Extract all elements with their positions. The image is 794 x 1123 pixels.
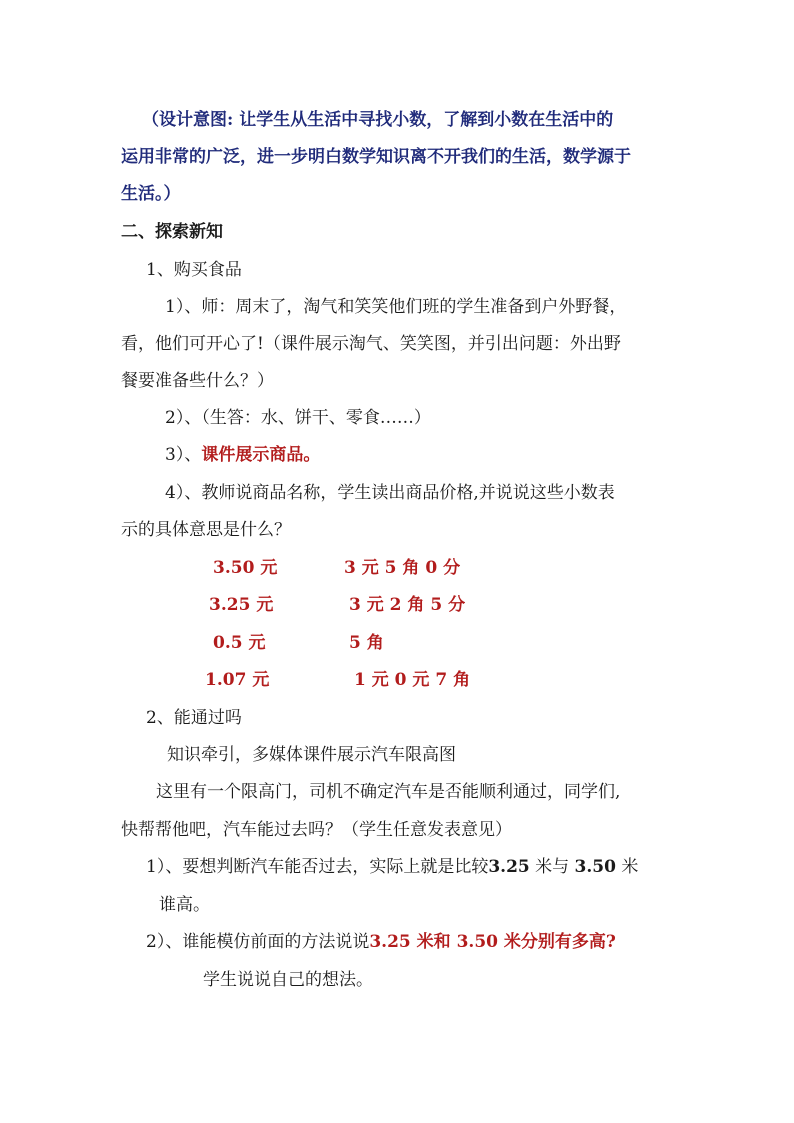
design-intent-line-1: （设计意图: 让学生从生活中寻找小数，了解到小数在生活中的 (142, 110, 614, 130)
question2 (146, 930, 616, 954)
design-intent-line-3: 生活。） (121, 184, 181, 204)
scene-line-2: 快帮帮他吧，汽车能过去吗？（学生任意发表意见） (121, 820, 512, 840)
design-intent-line-2: 运用非常的广泛，进一步明白数学知识离不开我们的生活，数学源于 (121, 147, 631, 167)
step1-line-2: 看，他们可开心了!（课件展示淘气、笑笑图，并引出问题：外出野 (121, 334, 621, 354)
step1-line-3: 餐要准备些什么？） (121, 371, 274, 391)
section-heading: 二、探索新知 (121, 222, 223, 242)
part1-title: 1、购买食品 (146, 260, 242, 280)
step2: 2）、（生答：水、饼干、零食……） (165, 408, 431, 428)
q1-suffix: 米 (615, 857, 639, 877)
scene-line-1: 这里有一个限高门，司机不确定汽车是否能顺利通过，同学们, (156, 782, 621, 802)
q1-value-2: 3.50 (574, 857, 616, 877)
step4-line-2: 示的具体意思是什么？ (121, 520, 291, 540)
step3-highlight: 课件展示商品。 (201, 445, 321, 465)
question2-followup: 学生说说自己的想法。 (203, 970, 373, 990)
part2-intro: 知识牵引，多媒体课件展示汽车限高图 (167, 745, 456, 765)
question1-line-2: 谁高。 (159, 895, 210, 915)
q1-value-1: 3.25 (488, 857, 530, 877)
step3-prefix: 3）、 (165, 445, 202, 465)
price-meaning: 3 元 5 角 0 分 (344, 558, 461, 578)
q1-mid: 米与 (529, 857, 575, 877)
q2-prefix: 2）、谁能模仿前面的方法说说 (146, 932, 370, 952)
price-decimal: 3.25 元 (209, 595, 274, 615)
q2-highlight: 3.25 米和 3.50 米分别有多高? (369, 932, 616, 952)
step1-line-1: 1）、师：周末了，淘气和笑笑他们班的学生准备到户外野餐， (165, 297, 627, 317)
price-decimal: 0.5 元 (213, 633, 266, 653)
step3 (165, 443, 320, 467)
step4-line-1: 4）、教师说商品名称，学生读出商品价格,并说说这些小数表 (165, 483, 615, 503)
price-meaning: 1 元 0 元 7 角 (354, 670, 471, 690)
price-meaning: 5 角 (349, 633, 384, 653)
part2-title: 2、能通过吗 (146, 708, 242, 728)
price-meaning: 3 元 2 角 5 分 (349, 595, 466, 615)
q1-prefix: 1）、要想判断汽车能否过去，实际上就是比较 (146, 857, 489, 877)
price-decimal: 3.50 元 (213, 558, 278, 578)
question1-line-1 (146, 855, 638, 879)
price-decimal: 1.07 元 (205, 670, 270, 690)
